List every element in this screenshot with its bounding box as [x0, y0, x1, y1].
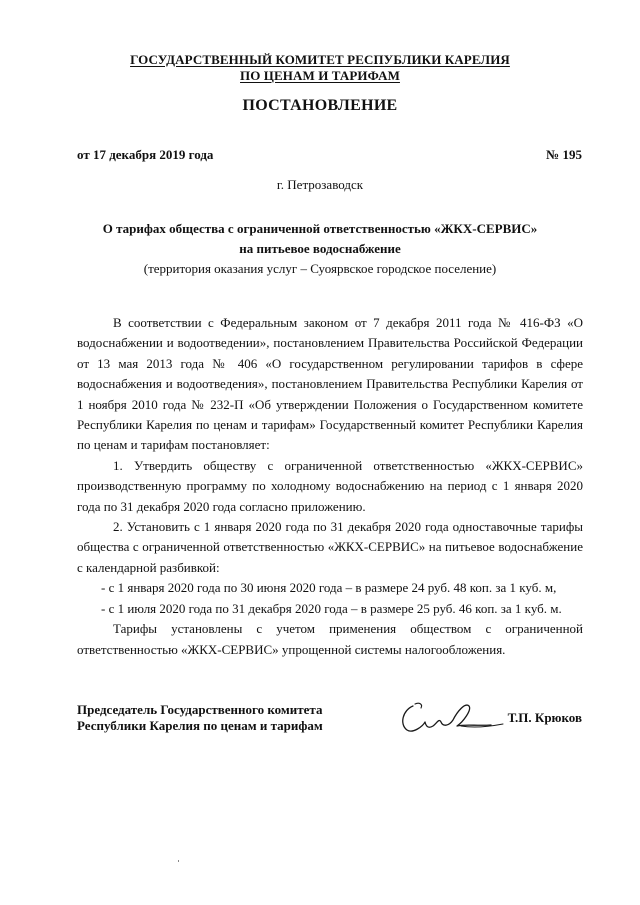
- signatory-name: Т.П. Крюков: [507, 710, 582, 725]
- document-number: № 195: [546, 147, 582, 162]
- body-tariff-period-1: - с 1 января 2020 года по 30 июня 2020 года – в размере 24 руб. 48 коп. за 1 куб. м,: [101, 580, 557, 596]
- body-paragraph-preamble: В соответствии с Федеральным законом от 7 декабря 2011 года № 416-ФЗ «О водоснабжении и водоотведении», постановлением Правительства Российской Федерации от 13 мая 2013 года № 406 «О государственном регулировании тарифов в сфере водоснабжения и водоотведения», постановлением Правительства Республики Карелия от 1 ноября 2010 года № 232-П «Об утверждении Положения о Государственном комитете Республики Карелия по ценам и тарифам» Государственный комитет Республики Карелия по ценам и тарифам постановляет:: [77, 315, 583, 453]
- issuer-name-line2: ПО ЦЕНАМ И ТАРИФАМ: [240, 68, 400, 83]
- body-tariff-period-2: - с 1 июля 2020 года по 31 декабря 2020 года – в размере 25 руб. 46 коп. за 1 куб. м.: [101, 600, 562, 616]
- body-paragraph-tax-note: Тарифы установлены с учетом применения обществом с ограниченной ответственностью «ЖКХ-СЕРВИС» упрощенной системы налогообложения.: [77, 621, 583, 657]
- signatory-role-line2: Республики Карелия по ценам и тарифам: [77, 718, 323, 733]
- issuer-header: [0, 52, 640, 84]
- title-line2: на питьевое водоснабжение: [239, 241, 401, 256]
- document-body: [77, 313, 583, 660]
- handwritten-signature-icon: [395, 696, 515, 740]
- title-line3: (территория оказания услуг – Суоярвское городское поселение): [143, 261, 497, 276]
- signature-block: [77, 702, 582, 742]
- body-paragraph-item-1: 1. Утвердить обществу с ограниченной ответственностью «ЖКХ-СЕРВИС» производственную программу по холодному водоснабжению на период с 1 января 2020 года по 31 декабря 2020 года согласно приложению.: [77, 457, 583, 514]
- signatory-role-line1: Председатель Государственного комитета: [77, 702, 323, 717]
- document-city: г. Петрозаводск: [276, 177, 364, 192]
- body-paragraph-item-2: 2. Установить с 1 января 2020 года по 31 декабря 2020 года одноставочные тарифы общества с ограниченной ответственностью «ЖКХ-СЕРВИС» на питьевое водоснабжение с календарной разбивкой:: [77, 519, 583, 575]
- signatory-role: [77, 702, 323, 734]
- issuer-name-line1: ГОСУДАРСТВЕННЫЙ КОМИТЕТ РЕСПУБЛИКИ КАРЕЛИЯ: [130, 52, 510, 67]
- document-type: ПОСТАНОВЛЕНИЕ: [242, 97, 398, 114]
- document-date: от 17 декабря 2019 года: [77, 147, 214, 162]
- scan-speck: [178, 860, 179, 862]
- document-title: [0, 219, 640, 279]
- title-line1: О тарифах общества с ограниченной ответственностью «ЖКХ-СЕРВИС»: [102, 221, 538, 236]
